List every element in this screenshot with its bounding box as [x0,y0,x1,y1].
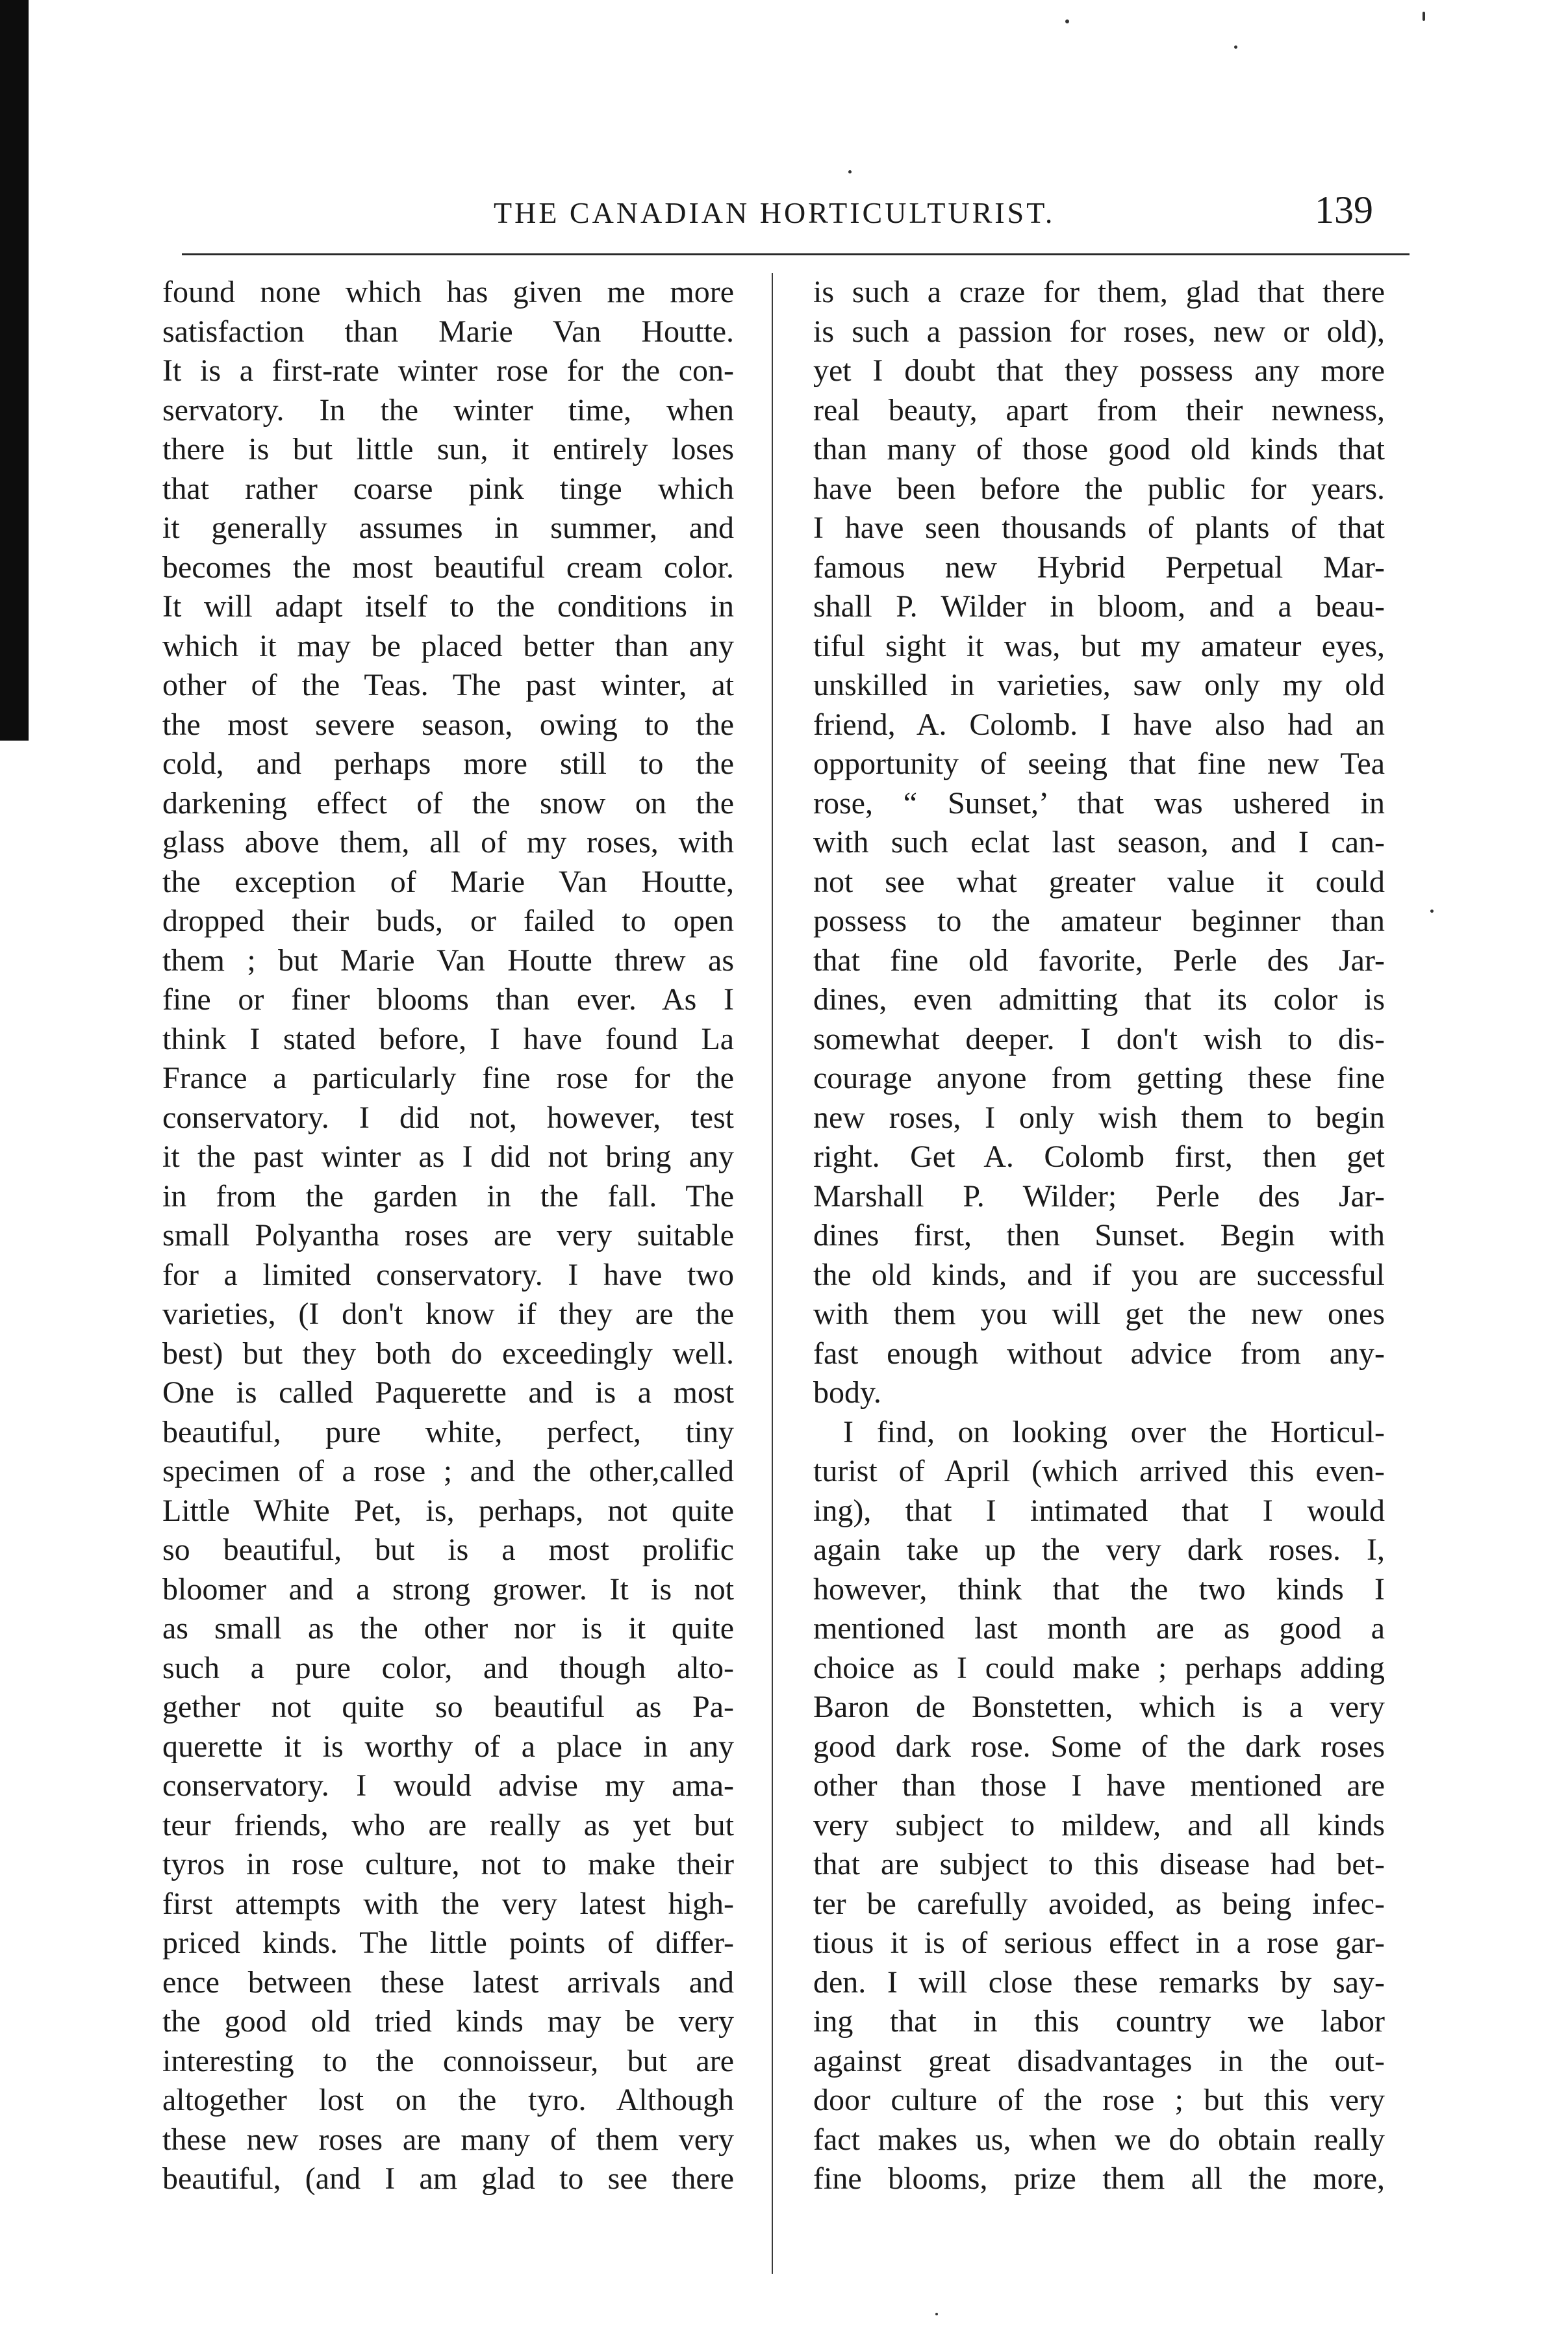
text-line: conservatory. I would advise my ama- [162,1768,734,1803]
text-line: darkening effect of the snow on the [162,785,734,821]
text-line: against great disadvantages in the out- [813,2043,1385,2078]
text-line: the good old tried kinds may be very [162,2004,734,2039]
text-line: possess to the amateur beginner than [813,904,1385,938]
text-line: ter be carefully avoided, as being infec- [813,1886,1385,1921]
text-line: tiful sight it was, but my amateur eyes, [813,628,1385,663]
text-line: other of the Teas. The past winter, at [162,668,734,702]
text-line: dines first, then Sunset. Begin with [813,1218,1385,1253]
text-line: which it may be placed better than any [162,628,734,663]
text-line: conservatory. I did not, however, test [162,1100,734,1135]
text-line: very subject to mildew, and all kinds [813,1807,1385,1842]
text-line: cold, and perhaps more still to the [162,746,734,781]
text-line: varieties, (I don't know if they are the [162,1297,734,1331]
text-line: interesting to the connoisseur, but are [162,2043,734,2078]
text-line: tious it is of serious effect in a rose gar- [813,1926,1385,1960]
scan-speck [848,170,852,173]
text-line: tyros in rose culture, not to make their [162,1847,734,1881]
text-line: Little White Pet, is, perhaps, not quite [162,1493,734,1528]
text-line: bloomer and a strong grower. It is not [162,1572,734,1607]
text-line: querette it is worthy of a place in any [162,1729,734,1764]
text-line: door culture of the rose ; but this very [813,2083,1385,2117]
text-line: shall P. Wilder in bloom, and a beau- [813,589,1385,624]
text-line: these new roses are many of them very [162,2122,734,2157]
scan-speck [935,2313,938,2315]
text-line: small Polyantha roses are very suitable [162,1218,734,1253]
text-line: such a pure color, and though alto- [162,1650,734,1685]
text-line: for a limited conservatory. I have two [162,1257,734,1292]
text-line: courage anyone from getting these fine [813,1061,1385,1095]
text-line: that are subject to this disease had bet- [813,1847,1385,1881]
header-rule [182,253,1410,255]
text-line: it generally assumes in summer, and [162,511,734,545]
text-line: in from the garden in the fall. The [162,1178,734,1214]
text-line: turist of April (which arrived this even- [813,1454,1385,1488]
text-line: ence between these latest arrivals and [162,1965,734,2000]
scan-speck [1423,12,1425,21]
text-line: right. Get A. Colomb first, then get [813,1139,1385,1174]
text-line: fine blooms, prize them all the more, [813,2161,1385,2196]
text-line: the old kinds, and if you are successful [813,1257,1385,1292]
text-line: the exception of Marie Van Houtte, [162,864,734,899]
text-line: somewhat deeper. I don't wish to dis- [813,1021,1385,1056]
text-line: gether not quite so beautiful as Pa- [162,1690,734,1724]
text-line: dropped their buds, or failed to open [162,904,734,938]
text-line: famous new Hybrid Perpetual Mar- [813,550,1385,585]
page-number: 139 [1315,188,1373,231]
text-line: however, think that the two kinds I [813,1572,1385,1607]
text-line: unskilled in varieties, saw only my old [813,668,1385,702]
scan-speck [1065,19,1069,23]
scan-edge-shadow [0,0,29,741]
text-line: so beautiful, but is a most prolific [162,1533,734,1567]
text-line: as small as the other nor is it quite [162,1611,734,1646]
left-column [162,273,734,2199]
running-header: THE CANADIAN HORTICULTURIST. [494,196,1056,229]
text-line: body. [813,1375,881,1410]
text-line: there is but little sun, it entirely loses [162,432,734,466]
text-line: think I stated before, I have found La [162,1021,734,1056]
text-line: than many of those good old kinds that [813,432,1385,466]
text-line: them ; but Marie Van Houtte threw as [162,943,734,978]
text-line: choice as I could make ; perhaps adding [813,1650,1385,1685]
text-line: teur friends, who are really as yet but [162,1807,734,1842]
text-line: with them you will get the new ones [813,1297,1385,1331]
text-line: again take up the very dark roses. I, [813,1533,1385,1567]
text-line: It will adapt itself to the conditions in [162,589,734,624]
text-line: that rather coarse pink tinge which [162,471,734,506]
text-line: good dark rose. Some of the dark roses [813,1729,1385,1764]
text-line: Marshall P. Wilder; Perle des Jar- [813,1178,1385,1214]
text-line: yet I doubt that they possess any more [813,353,1385,388]
text-line: opportunity of seeing that fine new Tea [813,746,1385,781]
text-line: beautiful, pure white, perfect, tiny [162,1414,734,1449]
text-line: specimen of a rose ; and the other,called [162,1454,734,1488]
text-line: Baron de Bonstetten, which is a very [813,1690,1385,1724]
scan-speck [1234,45,1237,49]
text-line: fine or finer blooms than ever. As I [162,982,734,1017]
text-line: real beauty, apart from their newness, [813,392,1385,427]
text-line: have been before the public for years. [813,471,1385,506]
text-line: friend, A. Colomb. I have also had an [813,707,1385,742]
text-line: with such eclat last season, and I can- [813,825,1385,859]
text-line: the most severe season, owing to the [162,707,734,742]
text-line: ing), that I intimated that I would [813,1493,1385,1528]
text-line: satisfaction than Marie Van Houtte. [162,314,734,349]
scan-speck [1430,910,1434,913]
text-line: dines, even admitting that its color is [813,982,1385,1017]
text-line: altogether lost on the tyro. Although [162,2083,734,2117]
text-line: other than those I have mentioned are [813,1768,1385,1803]
text-line: fast enough without advice from any- [813,1336,1385,1371]
text-line: I find, on looking over the Horticul- [843,1414,1385,1449]
text-line: becomes the most beautiful cream color. [162,550,734,585]
right-column [813,273,1385,2199]
text-line: I have seen thousands of plants of that [813,511,1385,545]
text-line: den. I will close these remarks by say- [813,1965,1385,2000]
text-line: new roses, I only wish them to begin [813,1100,1385,1135]
text-line: first attempts with the very latest high- [162,1886,734,1921]
text-line: that fine old favorite, Perle des Jar- [813,943,1385,978]
text-line: It is a first-rate winter rose for the con- [162,353,734,388]
text-line: France a particularly fine rose for the [162,1061,734,1095]
column-divider [772,273,773,2274]
text-line: rose, “ Sunset,’ that was ushered in [813,785,1385,821]
text-line: is such a craze for them, glad that there [813,275,1385,309]
text-line: ing that in this country we labor [813,2004,1385,2039]
text-line: priced kinds. The little points of differ- [162,1926,734,1960]
text-line: it the past winter as I did not bring any [162,1139,734,1174]
text-line: best) but they both do exceedingly well. [162,1336,734,1371]
text-line: beautiful, (and I am glad to see there [162,2161,734,2196]
text-line: found none which has given me more [162,275,734,309]
text-line: not see what greater value it could [813,864,1385,899]
text-line: mentioned last month are as good a [813,1611,1385,1646]
text-line: servatory. In the winter time, when [162,392,734,427]
text-line: is such a passion for roses, new or old), [813,314,1385,349]
text-line: fact makes us, when we do obtain really [813,2122,1385,2157]
text-line: One is called Paquerette and is a most [162,1375,734,1410]
text-line: glass above them, all of my roses, with [162,825,734,859]
